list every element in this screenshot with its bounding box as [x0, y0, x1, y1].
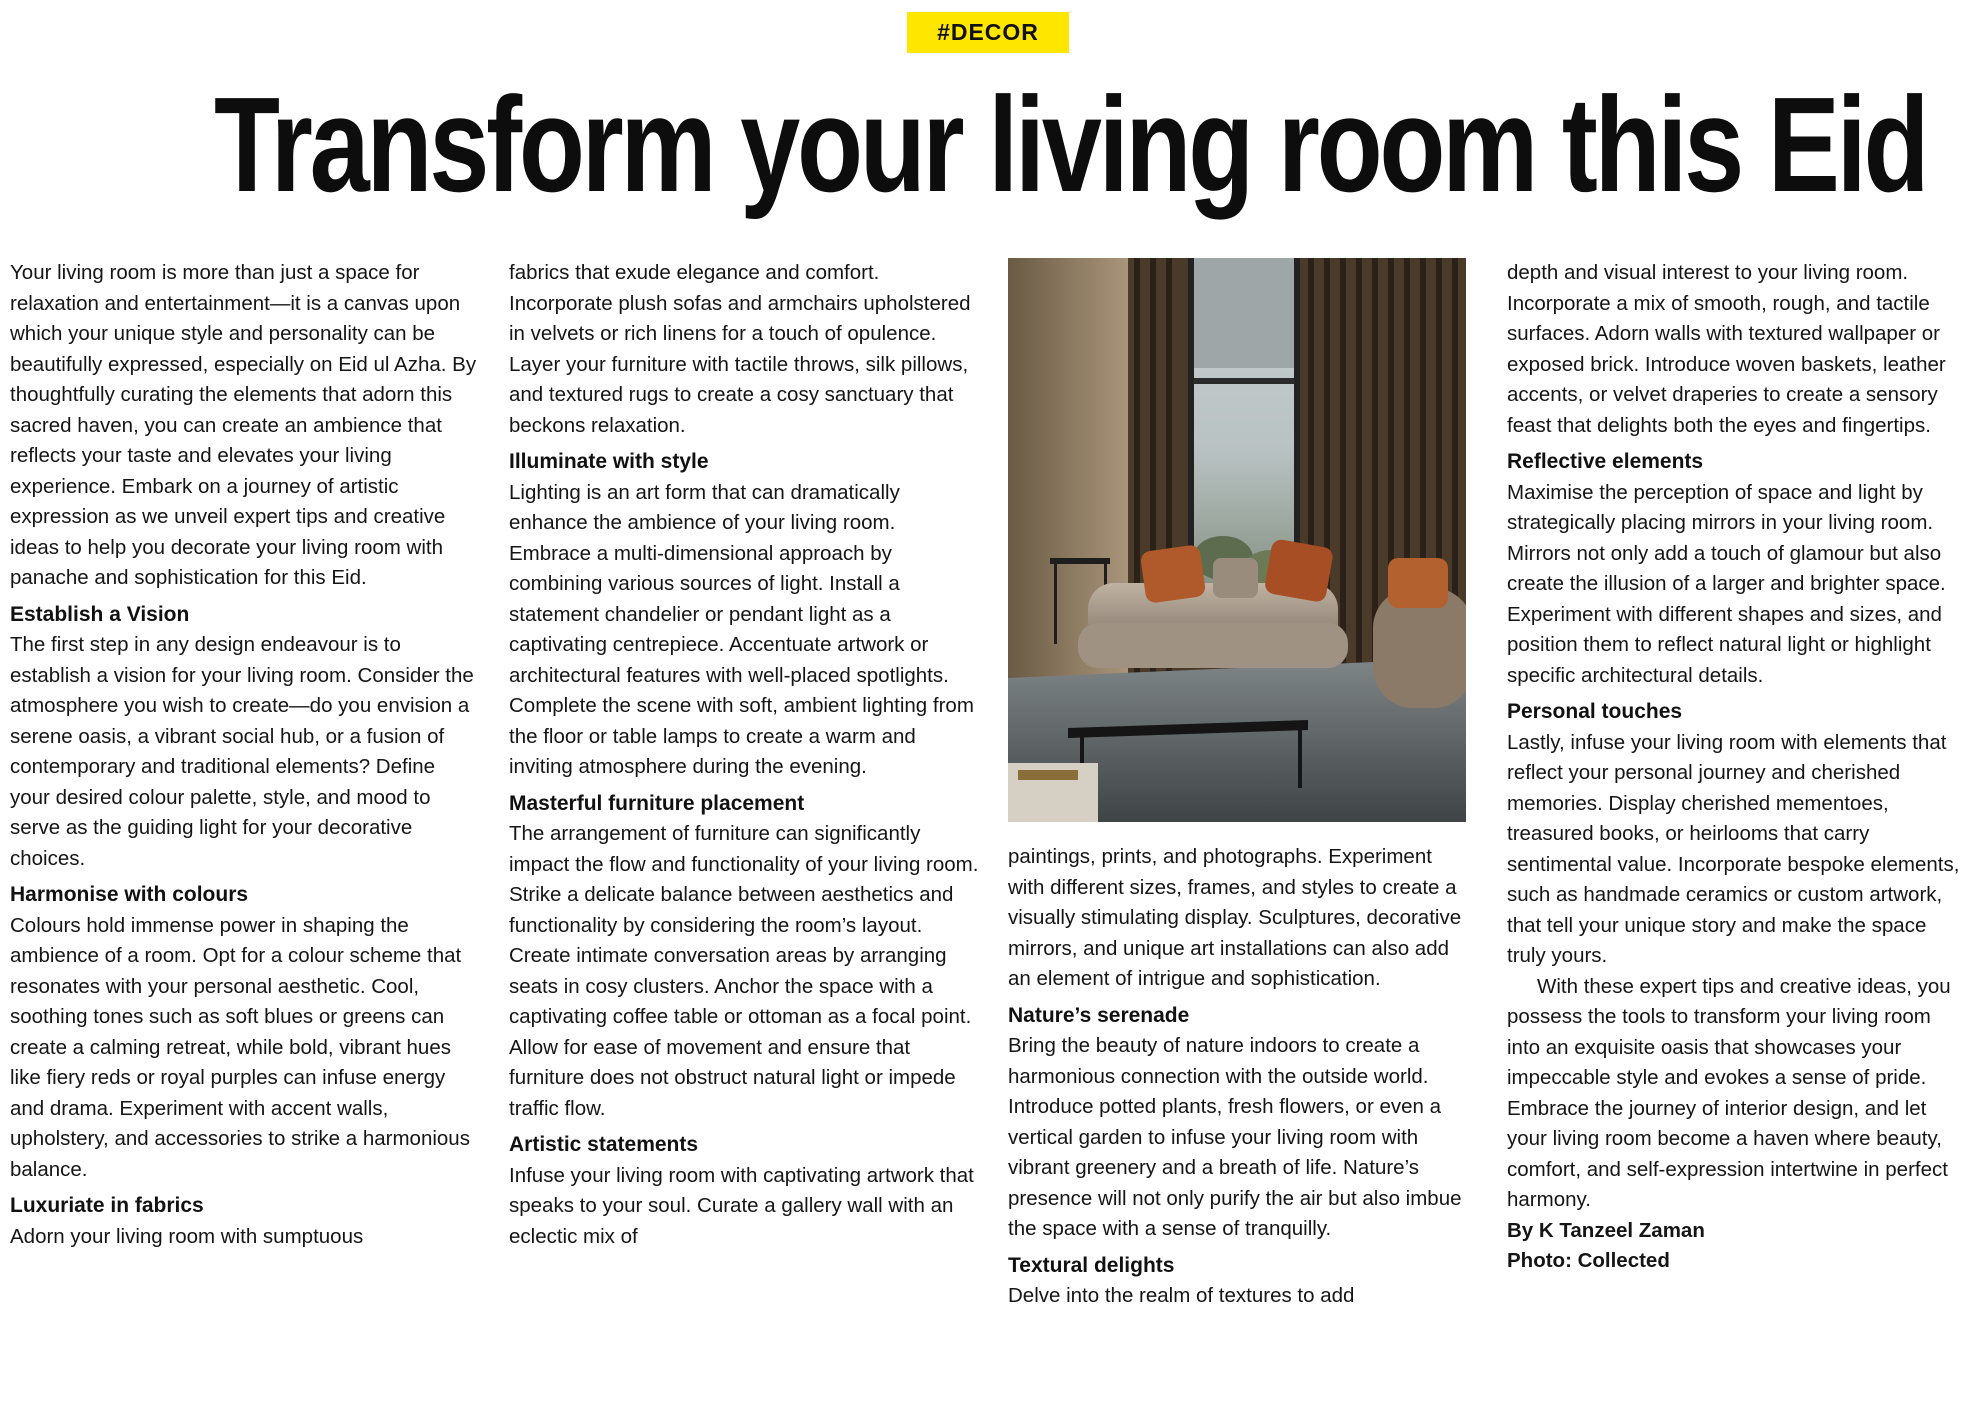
subhead-artistic-statements: Artistic statements — [509, 1133, 699, 1156]
paragraph-illuminate-style: Lighting is an art form that can dramatically enhance the ambience of your living room. Embrace a multi-dimensional approach by combining various sources of light. Install a statement chandelier or pendant light as a captivating centrepiece. Accentuate artwork or architectural features with well-placed spotlights. Complete the scene with soft, ambient lighting from the floor or table lamps to create a warm and inviting atmosphere during the evening. — [509, 480, 974, 778]
subhead-furniture-placement: Masterful furniture placement — [509, 791, 805, 815]
subhead-natures-serenade: Nature’s serenade — [1008, 1003, 1190, 1027]
column-4 — [1507, 258, 1962, 1277]
section-tag: #DECOR — [907, 12, 1069, 53]
paragraph-artistic-statements-end: paintings, prints, and photographs. Experiment with different sizes, frames, and styles to create a visually stimulating display. Sculptures, decorative mirrors, and unique art installations can also add an element of intrigue and sophistication. — [1008, 845, 1462, 990]
headline-container — [0, 70, 1970, 220]
paragraph-textural-delights-end: depth and visual interest to your living room. Incorporate a mix of smooth, rough, and tactile surfaces. Adorn walls with textured wallpaper or exposed brick. Introduce woven baskets, leather accents, or velvet draperies to create a sensory feast that delights both the eyes and fingertips. — [1507, 261, 1946, 437]
paragraph-furniture-placement: The arrangement of furniture can significantly impact the flow and functionality of your living room. Strike a delicate balance between aesthetics and functionality by considering the room’s layout. Create intimate conversation areas by arranging seats in cosy clusters. Anchor the space with a captivating coffee table or ottoman as a focal point. Allow for ease of movement and ensure that furniture does not obstruct natural light or impede traffic flow. — [509, 822, 979, 1120]
subhead-luxuriate-fabrics: Luxuriate in fabrics — [10, 1194, 204, 1217]
paragraph-artistic-statements-start: Infuse your living room with captivating artwork that speaks to your soul. Curate a gallery wall with an eclectic mix of — [509, 1163, 974, 1248]
paragraph-harmonise-colours: Colours hold immense power in shaping the ambience of a room. Opt for a colour scheme that resonates with your personal aesthetic. Cool, soothing tones such as soft blues or greens can create a calming retreat, while bold, vibrant hues like fiery reds or royal purples can infuse energy and drama. Experiment with accent walls, upholstery, and accessories to strike a harmonious balance. — [10, 913, 470, 1181]
author-byline: By K Tanzeel Zaman — [1507, 1218, 1705, 1242]
paragraph-personal-touches: Lastly, infuse your living room with elements that reflect your personal journey and cherished memories. Display cherished mementoes, treasured books, or heirlooms that carry sentimental value. Incorporate bespoke elements, such as handmade ceramics or custom artwork, that tell your unique story and make the space truly yours. — [1507, 730, 1960, 967]
paragraph-natures-serenade: Bring the beauty of nature indoors to create a harmonious connection with the outside world. Introduce potted plants, fresh flowers, or even a vertical garden to infuse your living room with vibrant greenery and a breath of life. Nature’s presence will not only purify the air but also imbue the space with a sense of tranquilly. — [1008, 1034, 1462, 1240]
paragraph-reflective-elements: Maximise the perception of space and light by strategically placing mirrors in your living room. Mirrors not only add a touch of glamour but also create the illusion of a larger and brighter space. Experiment with different shapes and sizes, and position them to reflect natural light or highlight specific architectural details. — [1507, 480, 1946, 687]
column-3 — [1008, 842, 1468, 1312]
closing-paragraph: With these expert tips and creative ideas, you possess the tools to transform your living room into an exquisite oasis that showcases your impeccable style and evokes a sense of pride. Embrace the journey of interior design, and let your living room become a haven where beauty, comfort, and self-expression intertwine in perfect harmony. — [1507, 974, 1951, 1211]
living-room-photo — [1008, 258, 1466, 822]
subhead-establish-vision: Establish a Vision — [10, 602, 190, 626]
paragraph-luxuriate-fabrics-end: fabrics that exude elegance and comfort. Incorporate plush sofas and armchairs upholstered in velvets or rich linens for a touch of opulence. Layer your furniture with tactile throws, silk pillows, and textured rugs to create a cosy sanctuary that beckons relaxation. — [509, 261, 971, 437]
headline: Transform your living room this Eid — [214, 70, 1927, 220]
intro-paragraph: Your living room is more than just a space for relaxation and entertainment—it is a canvas upon which your unique style and personality can be beautifully expressed, especially on Eid ul Azha. By thoughtfully curating the elements that adorn this sacred haven, you can create an ambience that reflects your taste and elevates your living experience. Embark on a journey of artistic expression as we unveil expert tips and creative ideas to help you decorate your living room with panache and sophistication for this Eid. — [10, 261, 477, 589]
subhead-personal-touches: Personal touches — [1507, 700, 1683, 723]
column-2 — [509, 258, 979, 1252]
subhead-illuminate-style: Illuminate with style — [509, 450, 709, 473]
subhead-harmonise-colours: Harmonise with colours — [10, 883, 249, 906]
paragraph-textural-delights-start: Delve into the realm of textures to add — [1008, 1284, 1355, 1307]
subhead-reflective-elements: Reflective elements — [1507, 450, 1704, 473]
paragraph-establish-vision: The first step in any design endeavour is to establish a vision for your living room. Consider the atmosphere you wish to create—do you envision a serene oasis, a vibrant social hub, or a fusion of contemporary and traditional elements? Define your desired colour palette, style, and mood to serve as the guiding light for your decorative choices. — [10, 633, 474, 870]
column-1 — [10, 258, 480, 1252]
subhead-textural-delights: Textural delights — [1008, 1253, 1175, 1277]
living-room-illustration — [1008, 258, 1466, 822]
paragraph-luxuriate-fabrics-start: Adorn your living room with sumptuous — [10, 1224, 364, 1248]
photo-credit: Photo: Collected — [1507, 1249, 1670, 1272]
